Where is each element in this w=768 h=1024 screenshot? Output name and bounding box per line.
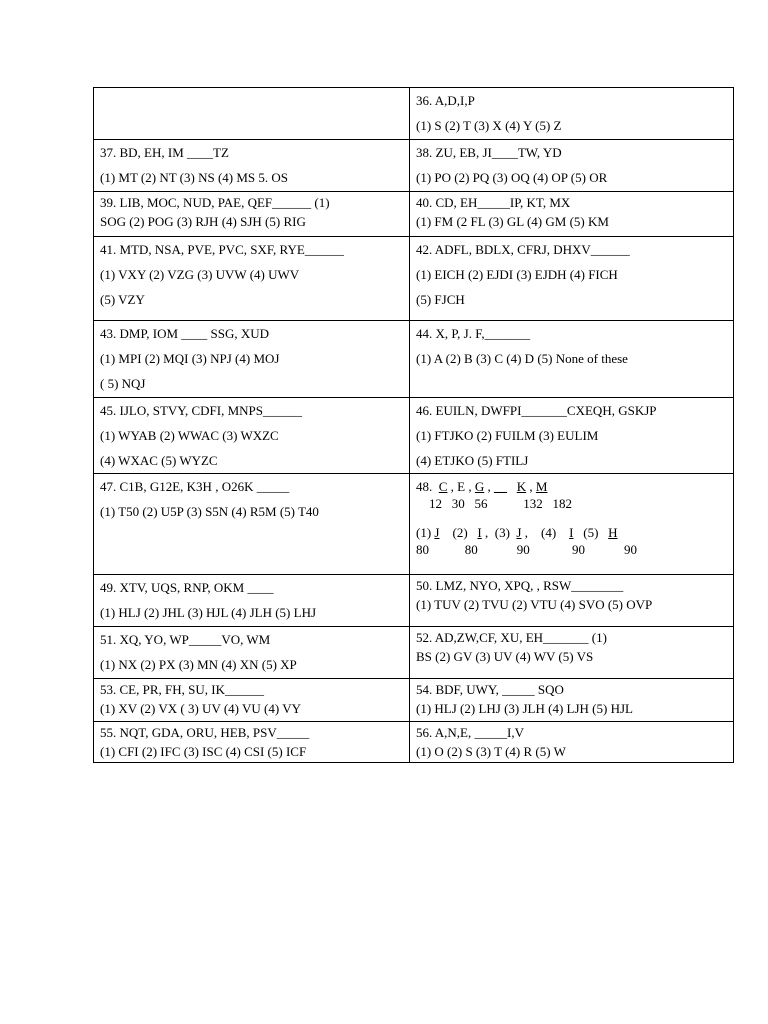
question-text: 47. C1B, G12E, K3H , O26K _____: [100, 479, 290, 494]
question-options: ( 5) NQJ: [100, 376, 146, 391]
question-text: 39. LIB, MOC, NUD, PAE, QEF______ (1): [100, 195, 330, 210]
table-row: [94, 722, 734, 763]
sequence-number: 132: [523, 496, 543, 511]
question-cell-39: [94, 192, 410, 237]
question-options: (1) S (2) T (3) X (4) Y (5) Z: [416, 118, 562, 133]
questions-table: [93, 87, 734, 763]
question-text: 41. MTD, NSA, PVE, PVC, SXF, RYE______: [100, 242, 344, 257]
question-text: 42. ADFL, BDLX, CFRJ, DHXV______: [416, 242, 630, 257]
question-options: (1) A (2) B (3) C (4) D (5) None of these: [416, 351, 628, 366]
sequence-term: E: [457, 479, 466, 494]
option-number: 80: [464, 542, 478, 557]
question-options: (1) O (2) S (3) T (4) R (5) W: [416, 744, 566, 759]
table-row: [94, 627, 734, 679]
table-row: [94, 575, 734, 627]
question-48-sequence: 48. C , E , G , __ K , M: [416, 479, 548, 494]
question-cell-45: [94, 398, 410, 474]
question-cell-54: [410, 679, 734, 722]
table-row: [94, 192, 734, 237]
question-text: 54. BDF, UWY, _____ SQO: [416, 682, 564, 697]
question-text: 52. AD,ZW,CF, XU, EH_______ (1): [416, 630, 607, 645]
option-tag: (1): [416, 525, 432, 540]
question-text: 38. ZU, EB, JI____TW, YD: [416, 145, 562, 160]
table-row: [94, 474, 734, 575]
question-text: 56. A,N,E, _____I,V: [416, 725, 524, 740]
question-options: (1) NX (2) PX (3) MN (4) XN (5) XP: [100, 657, 297, 672]
question-options: (1) MT (2) NT (3) NS (4) MS 5. OS: [100, 170, 289, 185]
question-options: (1) MPI (2) MQI (3) NPJ (4) MOJ: [100, 351, 280, 366]
question-cell-52: [410, 627, 734, 679]
question-cell-41: [94, 237, 410, 321]
option-tag: (4): [540, 525, 557, 540]
question-cell-40: [410, 192, 734, 237]
question-cell-50: [410, 575, 734, 627]
table-row: [94, 140, 734, 192]
question-cell-46: [410, 398, 734, 474]
question-options: (1) HLJ (2) LHJ (3) JLH (4) LJH (5) HJL: [416, 701, 633, 716]
option-tag: (5): [583, 525, 599, 540]
table-row: [94, 237, 734, 321]
option-number: 90: [624, 542, 637, 557]
question-text: 40. CD, EH_____IP, KT, MX: [416, 195, 571, 210]
question-options: SOG (2) POG (3) RJH (4) SJH (5) RIG: [100, 214, 306, 229]
question-cell-51: [94, 627, 410, 679]
question-options: (1) CFI (2) IFC (3) ISC (4) CSI (5) ICF: [100, 744, 307, 759]
question-cell-empty: [94, 88, 410, 140]
question-text: 49. XTV, UQS, RNP, OKM ____: [100, 580, 274, 595]
question-cell-43: [94, 321, 410, 398]
question-cell-37: [94, 140, 410, 192]
question-options: (4) ETJKO (5) FTILJ: [416, 453, 529, 468]
question-cell-55: [94, 722, 410, 763]
sequence-term: K: [516, 479, 527, 494]
question-options: (1) PO (2) PQ (3) OQ (4) OP (5) OR: [416, 170, 608, 185]
question-options: (1) EICH (2) EJDI (3) EJDH (4) FICH: [416, 267, 618, 282]
question-text: 55. NQT, GDA, ORU, HEB, PSV_____: [100, 725, 310, 740]
option-tag: (2): [452, 525, 468, 540]
question-options: (1) TUV (2) TVU (2) VTU (4) SVO (5) OVP: [416, 597, 653, 612]
question-options: (1) XV (2) VX ( 3) UV (4) VU (4) VY: [100, 701, 301, 716]
question-options: BS (2) GV (3) UV (4) WV (5) VS: [416, 649, 594, 664]
sequence-term: G: [474, 479, 485, 494]
option-letter: J: [516, 525, 522, 540]
sequence-number: 182: [552, 496, 572, 511]
table-row: [94, 88, 734, 140]
question-options: (5) VZY: [100, 292, 145, 307]
question-options: (5) FJCH: [416, 292, 465, 307]
option-number: 90: [572, 542, 585, 557]
sequence-number: 30: [451, 496, 465, 511]
option-letter: I: [569, 525, 574, 540]
table-row: [94, 679, 734, 722]
sequence-term: M: [535, 479, 548, 494]
question-cell-48: [410, 474, 734, 575]
question-text: 53. CE, PR, FH, SU, IK______: [100, 682, 264, 697]
sequence-number: 56: [474, 496, 488, 511]
question-cell-56: [410, 722, 734, 763]
option-letter: J: [434, 525, 440, 540]
option-number: 90: [516, 542, 530, 557]
option-number: 80: [416, 542, 429, 557]
question-cell-44: [410, 321, 734, 398]
question-options: (1) T50 (2) U5P (3) S5N (4) R5M (5) T40: [100, 504, 319, 519]
question-text: 50. LMZ, NYO, XPQ, , RSW________: [416, 578, 624, 593]
question-options: (1) HLJ (2) JHL (3) HJL (4) JLH (5) LHJ: [100, 605, 317, 620]
question-options: (1) VXY (2) VZG (3) UVW (4) UWV: [100, 267, 300, 282]
question-text: 51. XQ, YO, WP_____VO, WM: [100, 632, 271, 647]
sequence-term: C: [438, 479, 448, 494]
question-48-options: [416, 523, 727, 557]
question-cell-42: [410, 237, 734, 321]
sequence-number: 12: [429, 496, 442, 511]
option-letter: H: [608, 525, 618, 540]
table-row: [94, 398, 734, 474]
question-cell-47: [94, 474, 410, 575]
question-options: (4) WXAC (5) WYZC: [100, 453, 218, 468]
question-options: (1) WYAB (2) WWAC (3) WXZC: [100, 428, 279, 443]
sequence-blank: __: [494, 479, 508, 494]
question-text: 36. A,D,I,P: [416, 93, 475, 108]
option-letter: I: [477, 525, 482, 540]
question-text: 46. EUILN, DWFPI_______CXEQH, GSKJP: [416, 403, 657, 418]
option-letters-row: (1) J (2) I , (3) J , (4) I (5) H: [416, 525, 618, 540]
question-number: 48.: [416, 479, 433, 494]
option-numbers-row: [416, 542, 727, 557]
question-options: (1) FTJKO (2) FUILM (3) EULIM: [416, 428, 599, 443]
question-text: 45. IJLO, STVY, CDFI, MNPS______: [100, 403, 303, 418]
question-cell-49: [94, 575, 410, 627]
question-cell-53: [94, 679, 410, 722]
question-text: 44. X, P, J. F,_______: [416, 326, 531, 341]
question-options: (1) FM (2 FL (3) GL (4) GM (5) KM: [416, 214, 609, 229]
option-tag: (3): [494, 525, 510, 540]
question-text: 37. BD, EH, IM ____TZ: [100, 145, 229, 160]
table-row: [94, 321, 734, 398]
question-cell-36: [410, 88, 734, 140]
question-text: 43. DMP, IOM ____ SSG, XUD: [100, 326, 270, 341]
question-48-numbers: [416, 496, 727, 511]
question-cell-38: [410, 140, 734, 192]
